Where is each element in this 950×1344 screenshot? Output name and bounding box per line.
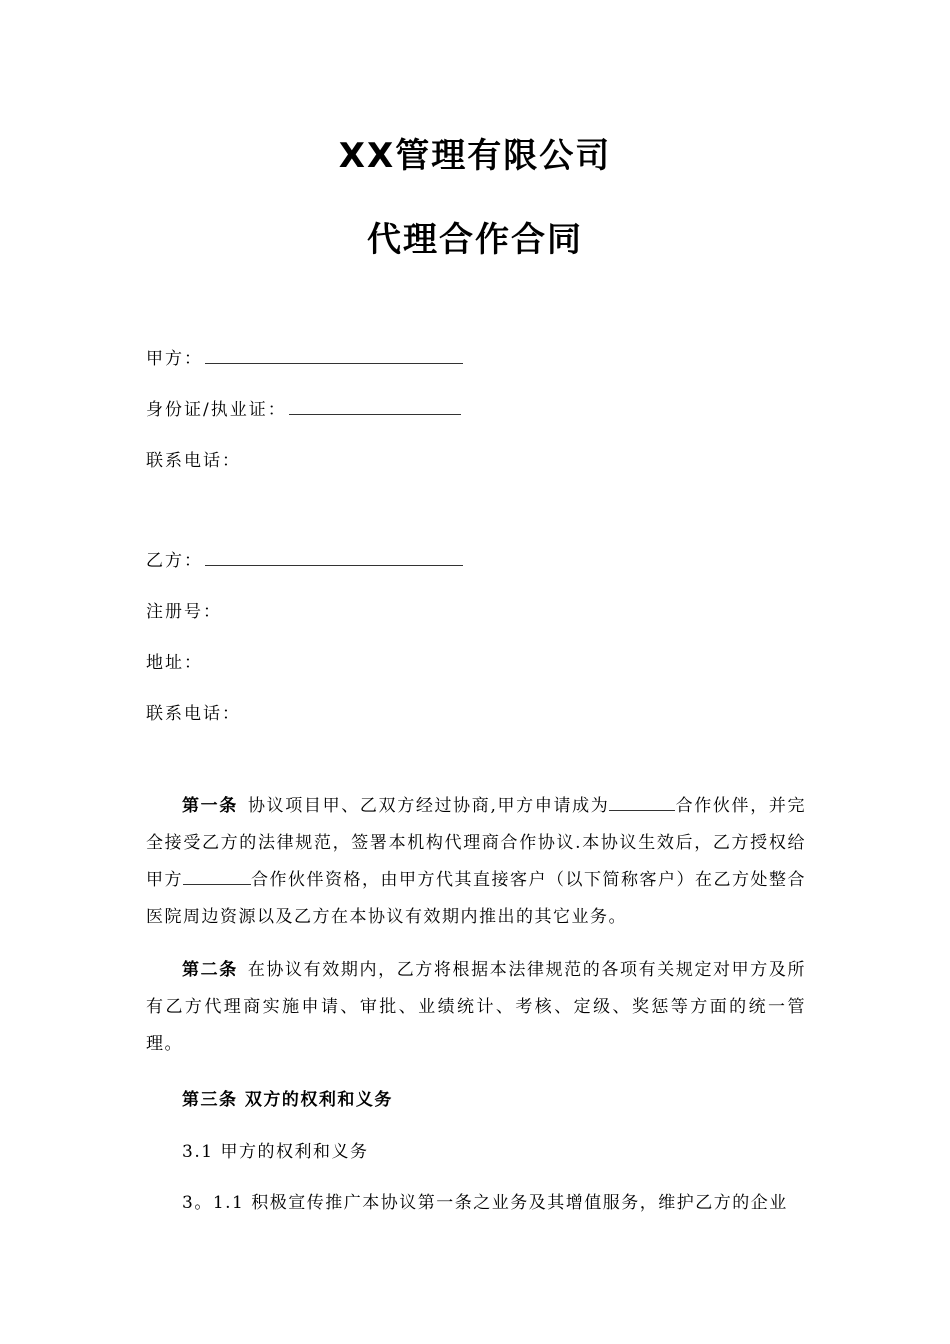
article-1-text-1: 协议项目甲、乙双方经过协商,甲方申请成为 [247,796,610,816]
party-b-reg-row [146,597,222,622]
party-b-phone-row [146,699,241,724]
article-1-text-3: 合作伙伴资格，由甲方代其直接客户（以下简称客户）在乙方处整合医院周边资源以及乙方在本协议有效期内推出的其它业务。 [146,870,806,927]
party-a-id-label: 身份证/执业证： [146,400,287,420]
contract-title: 代理合作合同 [367,220,583,260]
article-3-1-1: 3。1.1 积极宣传推广本协议第一条之业务及其增值服务，维护乙方的企业 [182,1193,788,1213]
party-b-reg-label: 注册号： [146,602,222,622]
party-a-name-row [146,344,463,369]
party-a-phone-label: 联系电话： [146,451,241,471]
party-b-name-blank [205,549,463,566]
article-2-heading: 第二条 [182,960,238,980]
article-2-text: 在协议有效期内，乙方将根据本法律规范的各项有关规定对甲方及所有乙方代理商实施申请、审批、业绩统计、考核、定级、奖惩等方面的统一管理。 [146,960,806,1054]
article-1-blank-1 [609,796,675,811]
party-b-phone-label: 联系电话： [146,704,241,724]
article-1-heading: 第一条 [182,796,238,816]
party-a-id-blank [289,398,461,415]
article-2 [146,952,806,1063]
party-a-name-blank [205,347,463,364]
party-a-phone-row [146,446,241,471]
article-1-text-2: 合作伙伴，并完全接受乙方的法律规范，签署本机构代理商合作协议.本协议生效后，乙方授权给甲方 [146,796,807,890]
article-1-blank-2 [183,870,251,885]
party-b-name-row [146,546,463,571]
party-b-address-row [146,648,203,673]
company-title: XX管理有限公司 [338,136,612,176]
party-b-address-label: 地址： [146,653,203,673]
party-a-id-row [146,395,461,420]
article-3-heading: 第三条 双方的权利和义务 [182,1090,393,1110]
party-b-name-label: 乙方： [146,551,203,571]
party-a-name-label: 甲方： [146,349,203,369]
article-1 [146,788,806,936]
article-3-1: 3.1 甲方的权利和义务 [182,1142,369,1162]
